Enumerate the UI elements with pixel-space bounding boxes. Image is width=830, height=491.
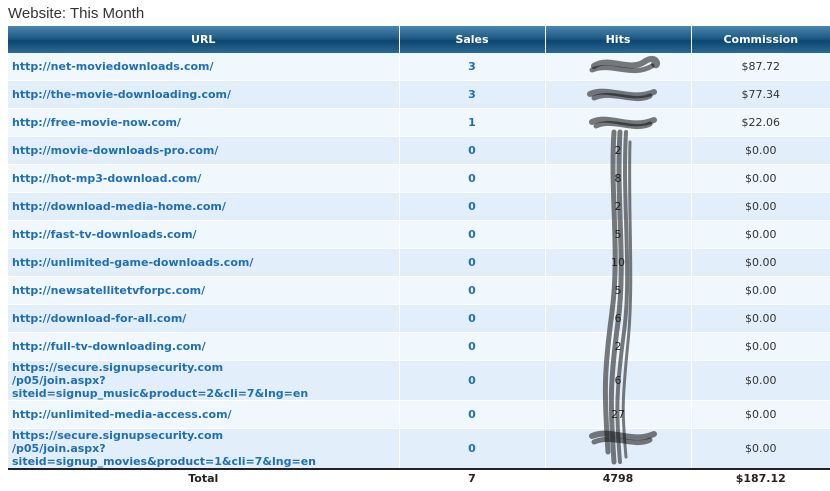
column-header-commission[interactable]: Commission <box>691 26 830 53</box>
url-cell <box>8 137 399 165</box>
sales-cell: 0 <box>399 249 545 277</box>
url-cell <box>8 221 399 249</box>
hits-cell <box>545 137 691 165</box>
url-cell <box>8 361 399 401</box>
url-link[interactable]: http://download-media-home.com/ <box>12 200 226 213</box>
hits-value: 27 <box>611 408 625 421</box>
hits-cell <box>545 277 691 305</box>
table-row <box>8 81 830 109</box>
url-link[interactable]: http://full-tv-downloading.com/ <box>12 340 206 353</box>
table-row <box>8 221 830 249</box>
sales-cell: 0 <box>399 277 545 305</box>
sales-cell: 1 <box>399 109 545 137</box>
total-hits: 4798 <box>545 469 691 486</box>
table-row <box>8 429 830 470</box>
stats-table <box>8 26 830 486</box>
hits-value: 2 <box>614 144 622 157</box>
url-link[interactable]: https://secure.signupsecurity.com /p05/join.aspx?siteid=signup_movies&product=1&cli=7&lng=en <box>12 429 316 468</box>
hits-value: 8 <box>614 172 622 185</box>
hits-cell <box>545 249 691 277</box>
commission-cell: $0.00 <box>691 249 830 277</box>
total-commission: $187.12 <box>691 469 830 486</box>
sales-cell: 3 <box>399 81 545 109</box>
table-row <box>8 249 830 277</box>
column-header-sales[interactable]: Sales <box>399 26 545 53</box>
url-cell <box>8 305 399 333</box>
table-row <box>8 53 830 81</box>
sales-cell: 0 <box>399 305 545 333</box>
commission-cell: $0.00 <box>691 401 830 429</box>
sales-cell: 0 <box>399 361 545 401</box>
table-row <box>8 109 830 137</box>
url-link[interactable]: http://fast-tv-downloads.com/ <box>12 228 197 241</box>
commission-cell: $0.00 <box>691 361 830 401</box>
hits-value: 5 <box>614 284 622 297</box>
hits-cell <box>545 305 691 333</box>
table-row <box>8 165 830 193</box>
sales-cell: 0 <box>399 193 545 221</box>
table-row <box>8 137 830 165</box>
url-cell <box>8 249 399 277</box>
commission-cell: $87.72 <box>691 53 830 81</box>
hits-value: 6 <box>614 374 622 387</box>
table-row <box>8 277 830 305</box>
hits-cell <box>545 81 691 109</box>
table-body <box>8 53 830 486</box>
sales-cell: 3 <box>399 53 545 81</box>
hits-cell <box>545 109 691 137</box>
hits-cell <box>545 361 691 401</box>
commission-cell: $0.00 <box>691 333 830 361</box>
table-row <box>8 401 830 429</box>
table-row <box>8 333 830 361</box>
url-cell <box>8 165 399 193</box>
hits-value: 2 <box>614 200 622 213</box>
total-row <box>8 469 830 486</box>
hits-cell <box>545 53 691 81</box>
commission-cell: $22.06 <box>691 109 830 137</box>
url-cell <box>8 333 399 361</box>
url-cell <box>8 193 399 221</box>
url-link[interactable]: http://newsatellitetvforpc.com/ <box>12 284 206 297</box>
sales-cell: 0 <box>399 165 545 193</box>
hits-cell <box>545 429 691 470</box>
commission-cell: $0.00 <box>691 137 830 165</box>
hits-cell <box>545 333 691 361</box>
url-cell <box>8 53 399 81</box>
url-link[interactable]: http://movie-downloads-pro.com/ <box>12 144 219 157</box>
hits-cell <box>545 401 691 429</box>
total-sales: 7 <box>399 469 545 486</box>
url-link[interactable]: http://the-movie-downloading.com/ <box>12 88 232 101</box>
url-link[interactable]: http://download-for-all.com/ <box>12 312 187 325</box>
table-row <box>8 193 830 221</box>
commission-cell: $0.00 <box>691 305 830 333</box>
url-cell <box>8 401 399 429</box>
table-row <box>8 361 830 401</box>
commission-cell: $0.00 <box>691 429 830 470</box>
total-label: Total <box>8 469 399 486</box>
sales-cell: 0 <box>399 429 545 470</box>
url-link[interactable]: http://free-movie-now.com/ <box>12 116 181 129</box>
url-cell <box>8 277 399 305</box>
sales-cell: 0 <box>399 221 545 249</box>
page-title: Website: This Month <box>8 5 145 22</box>
sales-cell: 0 <box>399 137 545 165</box>
column-header-hits[interactable]: Hits <box>545 26 691 53</box>
hits-cell <box>545 221 691 249</box>
hits-value: 10 <box>611 256 625 269</box>
url-link[interactable]: http://unlimited-game-downloads.com/ <box>12 256 254 269</box>
url-cell <box>8 109 399 137</box>
url-link[interactable]: http://hot-mp3-download.com/ <box>12 172 202 185</box>
hits-value: 6 <box>614 312 622 325</box>
hits-value: 2 <box>614 340 622 353</box>
commission-cell: $77.34 <box>691 81 830 109</box>
sales-cell: 0 <box>399 333 545 361</box>
commission-cell: $0.00 <box>691 277 830 305</box>
column-header-url[interactable]: URL <box>8 26 399 53</box>
table-row <box>8 305 830 333</box>
url-link[interactable]: https://secure.signupsecurity.com /p05/join.aspx?siteid=signup_music&product=2&cli=7&lng=en <box>12 361 309 400</box>
hits-value: 5 <box>614 228 622 241</box>
url-link[interactable]: http://unlimited-media-access.com/ <box>12 408 232 421</box>
url-link[interactable]: http://net-moviedownloads.com/ <box>12 60 214 73</box>
hits-cell <box>545 193 691 221</box>
sales-cell: 0 <box>399 401 545 429</box>
table-header-row <box>8 26 830 53</box>
commission-cell: $0.00 <box>691 221 830 249</box>
url-cell <box>8 429 399 470</box>
hits-cell <box>545 165 691 193</box>
url-cell <box>8 81 399 109</box>
commission-cell: $0.00 <box>691 193 830 221</box>
commission-cell: $0.00 <box>691 165 830 193</box>
